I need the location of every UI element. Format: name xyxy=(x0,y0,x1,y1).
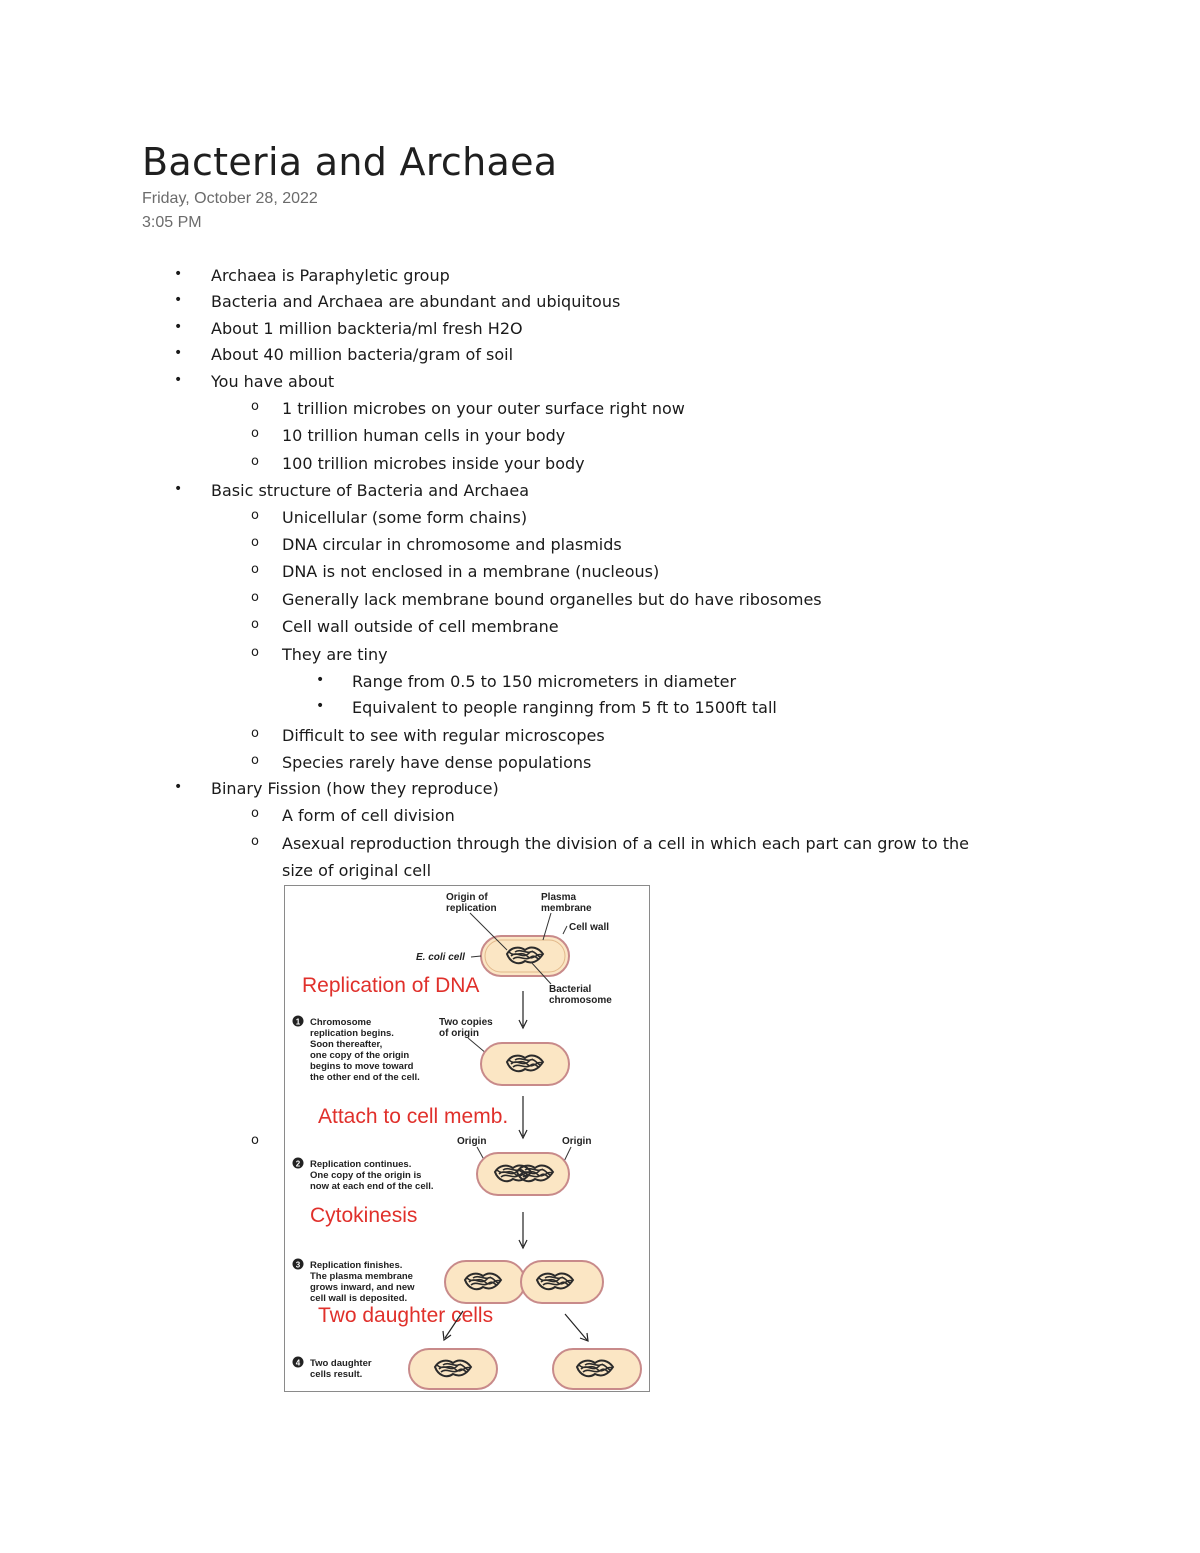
binary-fission-diagram xyxy=(285,886,649,1391)
arrow xyxy=(565,1314,587,1340)
note-item: Basic structure of Bacteria and Archaea xyxy=(211,481,530,500)
note-subitem: 1 trillion microbes on your outer surface right now xyxy=(282,399,685,418)
label-origin-left: Origin xyxy=(457,1136,487,1147)
bullet-circle: o xyxy=(251,454,259,469)
step3-text: Replication finishes. The plasma membrane grows inward, and new cell wall is deposited. xyxy=(310,1260,415,1304)
note-subitem: Asexual reproduction through the division of a cell in which each part can grow to the xyxy=(282,834,969,853)
leader-line xyxy=(471,956,481,957)
bullet-circle: o xyxy=(251,590,259,605)
note-item: Bacteria and Archaea are abundant and ubiquitous xyxy=(211,292,621,311)
page-time: 3:05 PM xyxy=(142,214,202,231)
note-item: Binary Fission (how they reproduce) xyxy=(211,779,499,798)
bullet-circle: o xyxy=(251,562,259,577)
chromosome xyxy=(517,1165,553,1181)
step4-text: Two daughter cells result. xyxy=(310,1358,372,1380)
note-subitem: Generally lack membrane bound organelles but do have ribosomes xyxy=(282,590,822,609)
note-item: About 1 million backteria/ml fresh H2O xyxy=(211,319,523,338)
bullet-circle: o xyxy=(251,508,259,523)
chromosome xyxy=(507,1055,543,1071)
note-subitem: 10 trillion human cells in your body xyxy=(282,426,566,445)
bullet-dot: • xyxy=(174,345,183,361)
label-ecoli-cell: E. coli cell xyxy=(416,952,465,963)
note-subitem: Species rarely have dense populations xyxy=(282,753,592,772)
bullet-dot: • xyxy=(316,672,325,688)
bullet-dot: • xyxy=(174,481,183,497)
step-number: 4 xyxy=(295,1358,301,1368)
note-subitem: A form of cell division xyxy=(282,806,455,825)
chromosome xyxy=(465,1273,501,1289)
label-two-copies-2: of origin xyxy=(439,1028,479,1039)
note-item: Archaea is Paraphyletic group xyxy=(211,266,450,285)
label-plasma-membrane-2: membrane xyxy=(541,903,592,914)
label-origin-replication-2: replication xyxy=(446,903,497,914)
annotation-replication: Replication of DNA xyxy=(302,974,480,997)
bullet-circle: o xyxy=(251,617,259,632)
step2-text: Replication continues. One copy of the origin is now at each end of the cell. xyxy=(310,1159,434,1192)
label-cell-wall: Cell wall xyxy=(569,922,610,933)
step-number: 1 xyxy=(295,1017,301,1027)
step-number: 2 xyxy=(295,1159,301,1169)
step1-text: Chromosome replication begins. Soon thereafter, one copy of the origin begins to move toward the other end of the cell. xyxy=(310,1017,420,1083)
label-two-copies-1: Two copies xyxy=(439,1017,493,1028)
binary-fission-figure xyxy=(284,885,650,1392)
note-subitem: 100 trillion microbes inside your body xyxy=(282,454,585,473)
bullet-circle: o xyxy=(251,726,259,741)
bullet-dot: • xyxy=(316,698,325,714)
chromosome xyxy=(537,1273,573,1289)
chromosome xyxy=(435,1360,471,1376)
annotation-daughters: Two daughter cells xyxy=(318,1304,494,1327)
bullet-dot: • xyxy=(174,266,183,282)
note-subitem-continued: size of original cell xyxy=(282,861,432,880)
chromosome xyxy=(495,1165,531,1181)
page-date: Friday, October 28, 2022 xyxy=(142,190,318,207)
bullet-circle: o xyxy=(251,399,259,414)
bullet-dot: • xyxy=(174,779,183,795)
bullet-dot: • xyxy=(174,292,183,308)
note-subitem: DNA is not enclosed in a membrane (nucleous) xyxy=(282,562,660,581)
bullet-circle: o xyxy=(251,426,259,441)
bullet-circle: o xyxy=(251,1133,259,1148)
leader-line xyxy=(563,926,567,934)
bullet-circle: o xyxy=(251,806,259,821)
label-plasma-membrane-1: Plasma xyxy=(541,892,577,903)
note-item: You have about xyxy=(211,372,335,391)
note-subsubitem: Range from 0.5 to 150 micrometers in diameter xyxy=(352,672,737,691)
note-subsubitem: Equivalent to people ranginng from 5 ft to 1500ft tall xyxy=(352,698,777,717)
bacterial-chromosome xyxy=(507,947,543,963)
bullet-circle: o xyxy=(251,645,259,660)
note-subitem: Cell wall outside of cell membrane xyxy=(282,617,559,636)
label-bacterial-chromosome-2: chromosome xyxy=(549,995,612,1006)
bullet-dot: • xyxy=(174,372,183,388)
bullet-circle: o xyxy=(251,753,259,768)
label-bacterial-chromosome-1: Bacterial xyxy=(549,984,592,995)
annotation-attach: Attach to cell memb. xyxy=(318,1105,509,1128)
label-origin-replication-1: Origin of xyxy=(446,892,488,903)
note-subitem: DNA circular in chromosome and plasmids xyxy=(282,535,622,554)
note-subitem: Difficult to see with regular microscopes xyxy=(282,726,605,745)
note-subitem: Unicellular (some form chains) xyxy=(282,508,528,527)
step-number: 3 xyxy=(295,1260,301,1270)
note-subitem: They are tiny xyxy=(282,645,388,664)
label-origin-right: Origin xyxy=(562,1136,592,1147)
note-item: About 40 million bacteria/gram of soil xyxy=(211,345,514,364)
page-title: Bacteria and Archaea xyxy=(142,140,558,184)
chromosome xyxy=(577,1360,613,1376)
bullet-circle: o xyxy=(251,535,259,550)
bullet-circle: o xyxy=(251,834,259,849)
bullet-dot: • xyxy=(174,319,183,335)
annotation-cytokinesis: Cytokinesis xyxy=(310,1204,418,1227)
